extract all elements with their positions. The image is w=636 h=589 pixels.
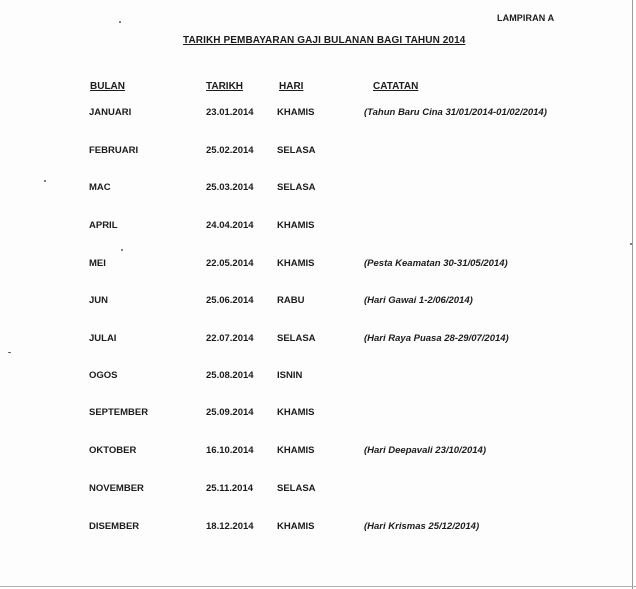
cell-catatan: (Hari Krismas 25/12/2014) [364, 521, 480, 532]
table-row [0, 182, 636, 196]
cell-bulan: MAC [89, 182, 111, 193]
annex-label: LAMPIRAN A [497, 13, 555, 23]
cell-bulan: DISEMBER [89, 521, 140, 532]
table-row [0, 220, 636, 234]
table-row [0, 370, 636, 384]
cell-bulan: NOVEMBER [89, 483, 144, 494]
column-header-tarikh: TARIKH [206, 81, 244, 92]
cell-hari: KHAMIS [277, 220, 315, 231]
table-row [0, 333, 636, 347]
scan-edge-bottom [0, 586, 636, 587]
cell-hari: KHAMIS [277, 407, 315, 418]
cell-tarikh: 25.09.2014 [206, 407, 254, 418]
table-row [0, 107, 636, 121]
cell-bulan: MEI [89, 258, 106, 269]
table-row [0, 483, 636, 497]
cell-bulan: SEPTEMBER [89, 407, 149, 418]
column-header-catatan: CATATAN [373, 81, 419, 92]
cell-catatan: (Tahun Baru Cina 31/01/2014-01/02/2014) [364, 107, 547, 118]
table-row [0, 258, 636, 272]
cell-catatan: (Hari Raya Puasa 28-29/07/2014) [364, 333, 509, 344]
cell-tarikh: 25.11.2014 [206, 483, 254, 494]
cell-hari: KHAMIS [277, 258, 315, 269]
table-row [0, 295, 636, 309]
table-row [0, 407, 636, 421]
cell-hari: KHAMIS [277, 107, 315, 118]
scan-speck [630, 243, 632, 245]
cell-bulan: JUN [89, 295, 109, 306]
cell-bulan: FEBRUARI [89, 145, 139, 156]
cell-hari: KHAMIS [277, 521, 315, 532]
cell-tarikh: 24.04.2014 [206, 220, 254, 231]
cell-tarikh: 25.06.2014 [206, 295, 254, 306]
cell-tarikh: 16.10.2014 [206, 445, 254, 456]
table-row [0, 145, 636, 159]
table-row [0, 445, 636, 459]
cell-bulan: OGOS [89, 370, 118, 381]
table-row [0, 521, 636, 535]
cell-hari: ISNIN [277, 370, 303, 381]
document-title: TARIKH PEMBAYARAN GAJI BULANAN BAGI TAHUN 2014 [183, 35, 466, 46]
scan-speck [8, 352, 11, 353]
cell-catatan: (Pesta Keamatan 30-31/05/2014) [364, 258, 508, 269]
cell-hari: SELASA [277, 483, 316, 494]
cell-tarikh: 25.03.2014 [206, 182, 254, 193]
cell-tarikh: 25.08.2014 [206, 370, 254, 381]
cell-tarikh: 22.07.2014 [206, 333, 254, 344]
cell-tarikh: 23.01.2014 [206, 107, 254, 118]
cell-hari: SELASA [277, 333, 316, 344]
cell-bulan: JANUARI [89, 107, 132, 118]
cell-tarikh: 25.02.2014 [206, 145, 254, 156]
cell-tarikh: 22.05.2014 [206, 258, 254, 269]
cell-catatan: (Hari Gawai 1-2/06/2014) [364, 295, 473, 306]
cell-hari: RABU [277, 295, 305, 306]
cell-hari: SELASA [277, 145, 316, 156]
cell-bulan: JULAI [89, 333, 117, 344]
cell-tarikh: 18.12.2014 [206, 521, 254, 532]
cell-bulan: OKTOBER [89, 445, 137, 456]
column-header-bulan: BULAN [90, 81, 125, 92]
cell-bulan: APRIL [89, 220, 118, 231]
cell-catatan: (Hari Deepavali 23/10/2014) [364, 445, 486, 456]
cell-hari: SELASA [277, 182, 316, 193]
scan-speck [121, 249, 123, 251]
column-header-hari: HARI [279, 81, 304, 92]
scan-speck [119, 21, 121, 23]
cell-hari: KHAMIS [277, 445, 315, 456]
